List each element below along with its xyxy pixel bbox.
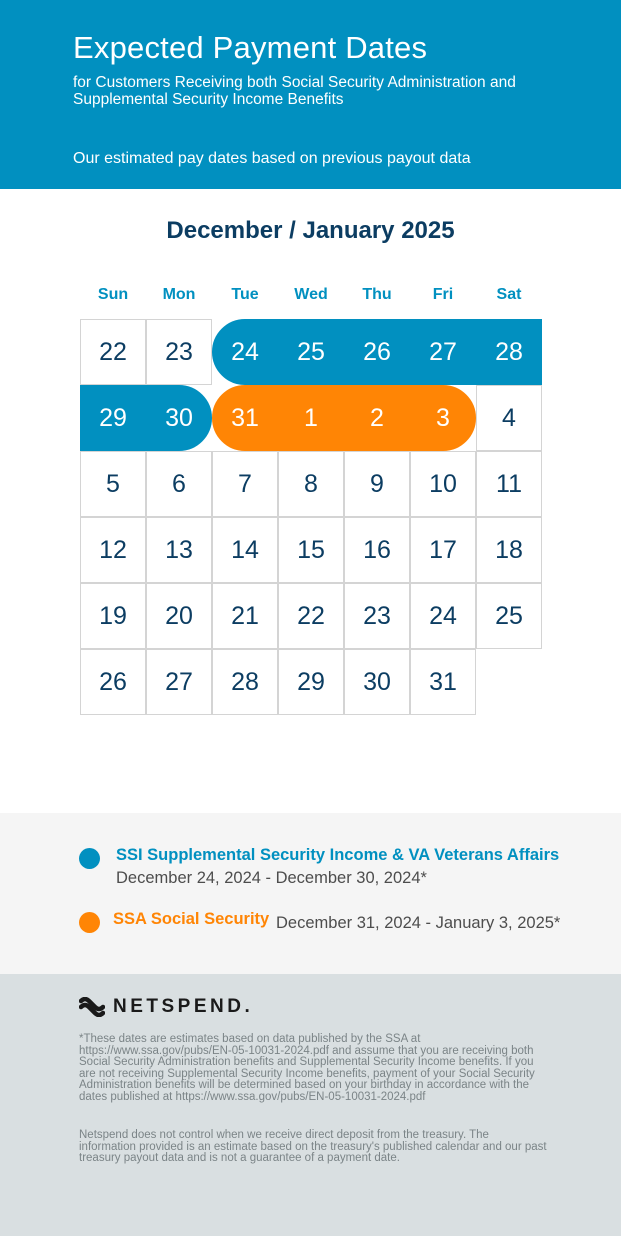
- calendar-day: 5: [80, 451, 146, 517]
- disclaimer-text: *These dates are estimates based on data published by the SSA at https://www.ssa.gov/pubs/EN-05-10031-2024.pdf and assume that you are receiving both Social Security Administration benefits and Supplemental Security Income benefits. If you are not receiving Supplemental Security Income benefits, payment of your Social Security Administration benefits will be determined based on your birthday in accordance with the dates published at https://www.ssa.gov/pubs/EN-05-10031-2024.pdf: [79, 1033, 535, 1103]
- weekday-mon: Mon: [162, 286, 196, 303]
- weekday-fri: Fri: [432, 286, 454, 303]
- calendar-day: 20: [146, 583, 212, 649]
- legend-ssi-range: December 24, 2024 - December 30, 2024*: [116, 869, 427, 887]
- calendar-day: 10: [410, 451, 476, 517]
- netspend-logo-icon: [79, 997, 105, 1017]
- brand-name: NETSPEND.: [113, 996, 254, 1017]
- calendar-day: 15: [278, 517, 344, 583]
- calendar-day-ssa-payment: 31: [212, 385, 278, 451]
- calendar-day: 11: [476, 451, 542, 517]
- calendar-day-ssi-payment: 30: [146, 385, 212, 451]
- estimate-note: Our estimated pay dates based on previous payout data: [73, 150, 471, 167]
- calendar-day: 26: [80, 649, 146, 715]
- page-title: Expected Payment Dates: [73, 30, 428, 65]
- calendar-day: 12: [80, 517, 146, 583]
- calendar-grid: [80, 319, 542, 715]
- weekday-thu: Thu: [362, 286, 392, 303]
- legend-ssa-range: December 31, 2024 - January 3, 2025*: [276, 914, 561, 932]
- calendar-day: 16: [344, 517, 410, 583]
- calendar-day-ssi-payment: 27: [410, 319, 476, 385]
- page-subtitle: for Customers Receiving both Social Security Administration and Supplemental Security Income Benefits: [73, 74, 516, 108]
- calendar-day: 8: [278, 451, 344, 517]
- calendar-day-ssa-payment: 2: [344, 385, 410, 451]
- calendar-day-ssa-payment: 1: [278, 385, 344, 451]
- weekday-wed: Wed: [294, 286, 328, 303]
- calendar-day-ssi-payment: 26: [344, 319, 410, 385]
- calendar-day: 30: [344, 649, 410, 715]
- legend-ssa-name: SSA Social Security: [113, 910, 270, 928]
- calendar-day: 21: [212, 583, 278, 649]
- calendar-day: 18: [476, 517, 542, 583]
- calendar-day: 19: [80, 583, 146, 649]
- weekday-header-row: [80, 286, 542, 306]
- calendar-day: 24: [410, 583, 476, 649]
- calendar-day: 22: [278, 583, 344, 649]
- calendar-day: 23: [344, 583, 410, 649]
- treasury-disclaimer-text: Netspend does not control when we receive direct deposit from the treasury. The information provided is an estimate based on the treasury's published calendar and our past treasury payout data and is not a guarantee of a payment date.: [79, 1129, 547, 1165]
- weekday-sat: Sat: [496, 286, 522, 303]
- weekday-tue: Tue: [231, 286, 259, 303]
- netspend-logo: [79, 996, 253, 1018]
- calendar-title: December / January 2025: [166, 217, 455, 244]
- calendar-day-ssi-payment: 24: [212, 319, 278, 385]
- header-banner: [0, 0, 621, 189]
- weekday-sun: Sun: [97, 286, 129, 303]
- calendar-day: 9: [344, 451, 410, 517]
- orange-dot-icon: [79, 912, 100, 933]
- calendar-day: 13: [146, 517, 212, 583]
- calendar-day: 31: [410, 649, 476, 715]
- legend-ssi-name: SSI Supplemental Security Income & VA Veterans Affairs: [116, 846, 560, 864]
- calendar-day-ssa-payment: 3: [410, 385, 476, 451]
- calendar-day: 28: [212, 649, 278, 715]
- blue-dot-icon: [79, 848, 100, 869]
- calendar-day: 6: [146, 451, 212, 517]
- calendar-day: 14: [212, 517, 278, 583]
- calendar-day: 27: [146, 649, 212, 715]
- calendar-day: 22: [80, 319, 146, 385]
- calendar-day: 7: [212, 451, 278, 517]
- legend-panel: [0, 813, 621, 974]
- calendar-day: 23: [146, 319, 212, 385]
- calendar-day: 4: [476, 385, 542, 451]
- calendar-day-ssi-payment: 28: [476, 319, 542, 385]
- calendar-day: 25: [476, 583, 542, 649]
- calendar-day-ssi-payment: 29: [80, 385, 146, 451]
- calendar-day: 17: [410, 517, 476, 583]
- footer: [0, 974, 621, 1236]
- calendar-day-ssi-payment: 25: [278, 319, 344, 385]
- calendar-day: 29: [278, 649, 344, 715]
